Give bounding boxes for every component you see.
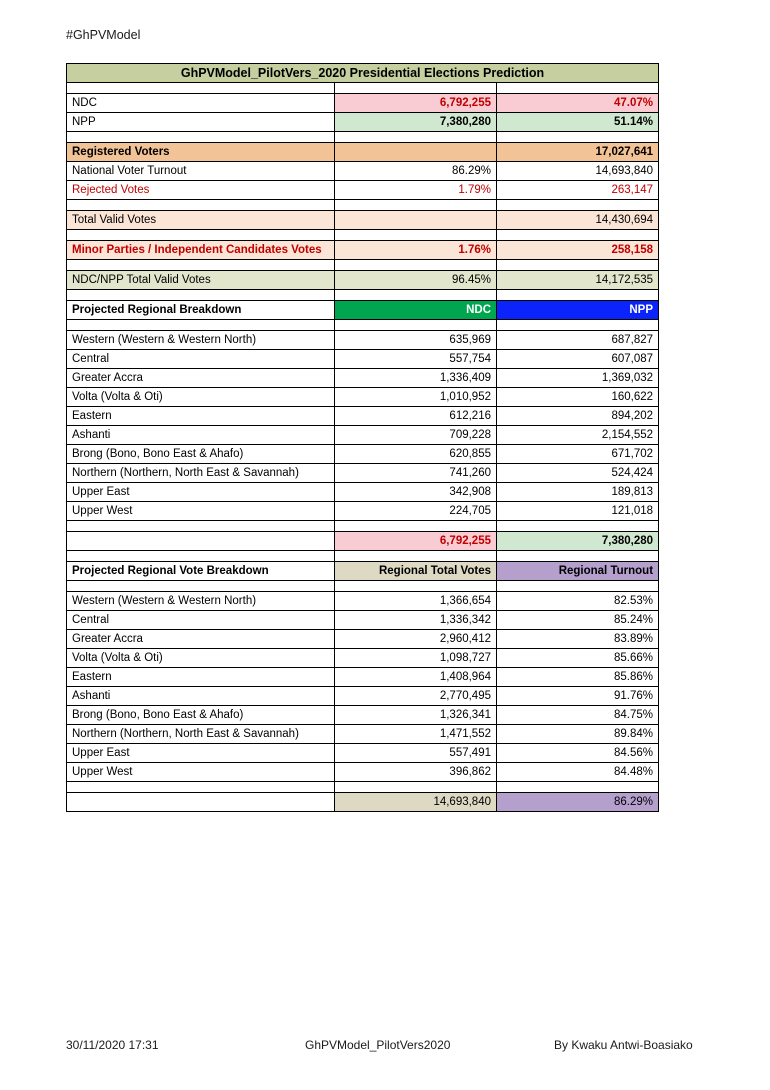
votes-total-blank bbox=[67, 793, 335, 812]
region-name: Volta (Volta & Oti) bbox=[67, 388, 335, 407]
ndc-label: NDC bbox=[67, 94, 335, 113]
spacer-row bbox=[67, 230, 659, 241]
spacer-row bbox=[67, 320, 659, 331]
table-row bbox=[67, 725, 659, 744]
table-row bbox=[67, 445, 659, 464]
region-turnout: 84.56% bbox=[497, 744, 659, 763]
table-row bbox=[67, 649, 659, 668]
region-ndc-votes: 342,908 bbox=[335, 483, 497, 502]
spacer-row bbox=[67, 200, 659, 211]
ndcnpp-percent: 96.45% bbox=[335, 271, 497, 290]
region-turnout: 89.84% bbox=[497, 725, 659, 744]
table-row bbox=[67, 744, 659, 763]
table-row bbox=[67, 483, 659, 502]
region-npp-votes: 121,018 bbox=[497, 502, 659, 521]
breakdown-total-blank bbox=[67, 532, 335, 551]
footer-author: By Kwaku Antwi-Boasiako bbox=[554, 1038, 693, 1052]
region-ndc-votes: 709,228 bbox=[335, 426, 497, 445]
rejected-percent: 1.79% bbox=[335, 181, 497, 200]
rejected-label: Rejected Votes bbox=[67, 181, 335, 200]
table-title: GhPVModel_PilotVers_2020 Presidential Elections Prediction bbox=[67, 64, 659, 83]
rejected-value: 263,147 bbox=[497, 181, 659, 200]
region-name: Western (Western & Western North) bbox=[67, 592, 335, 611]
votes-total-turnout: 86.29% bbox=[497, 793, 659, 812]
region-npp-votes: 671,702 bbox=[497, 445, 659, 464]
region-name: Central bbox=[67, 611, 335, 630]
region-total-votes: 1,326,341 bbox=[335, 706, 497, 725]
table-row-ndcnpp-valid bbox=[67, 271, 659, 290]
region-name: Upper East bbox=[67, 483, 335, 502]
spacer-row bbox=[67, 782, 659, 793]
region-ndc-votes: 635,969 bbox=[335, 331, 497, 350]
region-ndc-votes: 741,260 bbox=[335, 464, 497, 483]
spacer-row bbox=[67, 132, 659, 143]
region-turnout: 83.89% bbox=[497, 630, 659, 649]
region-npp-votes: 524,424 bbox=[497, 464, 659, 483]
table-row bbox=[67, 763, 659, 782]
table-row-registered-voters bbox=[67, 143, 659, 162]
table-row bbox=[67, 426, 659, 445]
region-total-votes: 396,862 bbox=[335, 763, 497, 782]
table-row bbox=[67, 502, 659, 521]
npp-percent: 51.14% bbox=[497, 113, 659, 132]
table-row-ndc-summary bbox=[67, 94, 659, 113]
region-name: Upper West bbox=[67, 763, 335, 782]
region-turnout: 91.76% bbox=[497, 687, 659, 706]
ndcnpp-value: 14,172,535 bbox=[497, 271, 659, 290]
region-ndc-votes: 620,855 bbox=[335, 445, 497, 464]
region-npp-votes: 687,827 bbox=[497, 331, 659, 350]
table-row bbox=[67, 706, 659, 725]
region-name: Upper West bbox=[67, 502, 335, 521]
table-row bbox=[67, 407, 659, 426]
ndc-votes: 6,792,255 bbox=[335, 94, 497, 113]
hashtag-label: #GhPVModel bbox=[66, 28, 141, 42]
region-name: Western (Western & Western North) bbox=[67, 331, 335, 350]
table-row-npp-summary bbox=[67, 113, 659, 132]
npp-votes: 7,380,280 bbox=[335, 113, 497, 132]
regional-votes-turnout-header: Regional Turnout bbox=[497, 562, 659, 581]
registered-voters-label: Registered Voters bbox=[67, 143, 335, 162]
regional-votes-label: Projected Regional Vote Breakdown bbox=[67, 562, 335, 581]
region-name: Northern (Northern, North East & Savannah) bbox=[67, 464, 335, 483]
registered-voters-value: 17,027,641 bbox=[497, 143, 659, 162]
region-ndc-votes: 1,336,409 bbox=[335, 369, 497, 388]
minor-parties-label: Minor Parties / Independent Candidates Votes bbox=[67, 241, 335, 260]
region-total-votes: 1,471,552 bbox=[335, 725, 497, 744]
region-name: Brong (Bono, Bono East & Ahafo) bbox=[67, 706, 335, 725]
breakdown-total-ndc: 6,792,255 bbox=[335, 532, 497, 551]
region-name: Central bbox=[67, 350, 335, 369]
table-row bbox=[67, 331, 659, 350]
prediction-table bbox=[66, 63, 659, 812]
table-row bbox=[67, 369, 659, 388]
table-row bbox=[67, 630, 659, 649]
table-row-breakdown-totals bbox=[67, 532, 659, 551]
total-valid-value: 14,430,694 bbox=[497, 211, 659, 230]
table-row-turnout bbox=[67, 162, 659, 181]
region-npp-votes: 607,087 bbox=[497, 350, 659, 369]
table-row bbox=[67, 388, 659, 407]
regional-breakdown-label: Projected Regional Breakdown bbox=[67, 301, 335, 320]
region-turnout: 85.66% bbox=[497, 649, 659, 668]
table-row bbox=[67, 464, 659, 483]
region-npp-votes: 160,622 bbox=[497, 388, 659, 407]
region-total-votes: 557,491 bbox=[335, 744, 497, 763]
breakdown-total-npp: 7,380,280 bbox=[497, 532, 659, 551]
region-name: Volta (Volta & Oti) bbox=[67, 649, 335, 668]
regional-votes-total-header: Regional Total Votes bbox=[335, 562, 497, 581]
ndcnpp-label: NDC/NPP Total Valid Votes bbox=[67, 271, 335, 290]
npp-label: NPP bbox=[67, 113, 335, 132]
region-total-votes: 2,960,412 bbox=[335, 630, 497, 649]
region-turnout: 85.24% bbox=[497, 611, 659, 630]
prediction-table-container bbox=[66, 63, 658, 812]
minor-parties-value: 258,158 bbox=[497, 241, 659, 260]
registered-voters-blank bbox=[335, 143, 497, 162]
region-name: Upper East bbox=[67, 744, 335, 763]
region-name: Greater Accra bbox=[67, 630, 335, 649]
region-turnout: 84.48% bbox=[497, 763, 659, 782]
region-npp-votes: 894,202 bbox=[497, 407, 659, 426]
table-row bbox=[67, 611, 659, 630]
regional-breakdown-ndc-header: NDC bbox=[335, 301, 497, 320]
table-row-minor-parties bbox=[67, 241, 659, 260]
spacer-row bbox=[67, 290, 659, 301]
region-total-votes: 1,366,654 bbox=[335, 592, 497, 611]
footer-document-name: GhPVModel_PilotVers2020 bbox=[305, 1038, 451, 1052]
turnout-percent: 86.29% bbox=[335, 162, 497, 181]
table-row-total-valid bbox=[67, 211, 659, 230]
region-total-votes: 1,408,964 bbox=[335, 668, 497, 687]
region-npp-votes: 1,369,032 bbox=[497, 369, 659, 388]
table-title-row bbox=[67, 64, 659, 83]
region-name: Brong (Bono, Bono East & Ahafo) bbox=[67, 445, 335, 464]
region-ndc-votes: 557,754 bbox=[335, 350, 497, 369]
footer-timestamp: 30/11/2020 17:31 bbox=[66, 1038, 159, 1052]
table-row-regional-votes-header bbox=[67, 562, 659, 581]
region-name: Northern (Northern, North East & Savannah) bbox=[67, 725, 335, 744]
minor-parties-percent: 1.76% bbox=[335, 241, 497, 260]
spacer-row bbox=[67, 551, 659, 562]
region-name: Ashanti bbox=[67, 687, 335, 706]
total-valid-label: Total Valid Votes bbox=[67, 211, 335, 230]
region-turnout: 85.86% bbox=[497, 668, 659, 687]
ndc-percent: 47.07% bbox=[497, 94, 659, 113]
total-valid-blank bbox=[335, 211, 497, 230]
region-name: Eastern bbox=[67, 668, 335, 687]
table-row bbox=[67, 350, 659, 369]
region-ndc-votes: 1,010,952 bbox=[335, 388, 497, 407]
region-npp-votes: 2,154,552 bbox=[497, 426, 659, 445]
region-turnout: 84.75% bbox=[497, 706, 659, 725]
spacer-row bbox=[67, 83, 659, 94]
spacer-row bbox=[67, 581, 659, 592]
region-turnout: 82.53% bbox=[497, 592, 659, 611]
regional-breakdown-npp-header: NPP bbox=[497, 301, 659, 320]
region-total-votes: 1,336,342 bbox=[335, 611, 497, 630]
table-row-regional-breakdown-header bbox=[67, 301, 659, 320]
region-name: Eastern bbox=[67, 407, 335, 426]
table-row bbox=[67, 687, 659, 706]
region-ndc-votes: 224,705 bbox=[335, 502, 497, 521]
region-name: Ashanti bbox=[67, 426, 335, 445]
region-npp-votes: 189,813 bbox=[497, 483, 659, 502]
turnout-label: National Voter Turnout bbox=[67, 162, 335, 181]
table-row bbox=[67, 668, 659, 687]
region-ndc-votes: 612,216 bbox=[335, 407, 497, 426]
spacer-row bbox=[67, 521, 659, 532]
votes-total-value: 14,693,840 bbox=[335, 793, 497, 812]
turnout-value: 14,693,840 bbox=[497, 162, 659, 181]
region-name: Greater Accra bbox=[67, 369, 335, 388]
spacer-row bbox=[67, 260, 659, 271]
table-row bbox=[67, 592, 659, 611]
region-total-votes: 2,770,495 bbox=[335, 687, 497, 706]
table-row-rejected bbox=[67, 181, 659, 200]
region-total-votes: 1,098,727 bbox=[335, 649, 497, 668]
table-row-votes-totals bbox=[67, 793, 659, 812]
